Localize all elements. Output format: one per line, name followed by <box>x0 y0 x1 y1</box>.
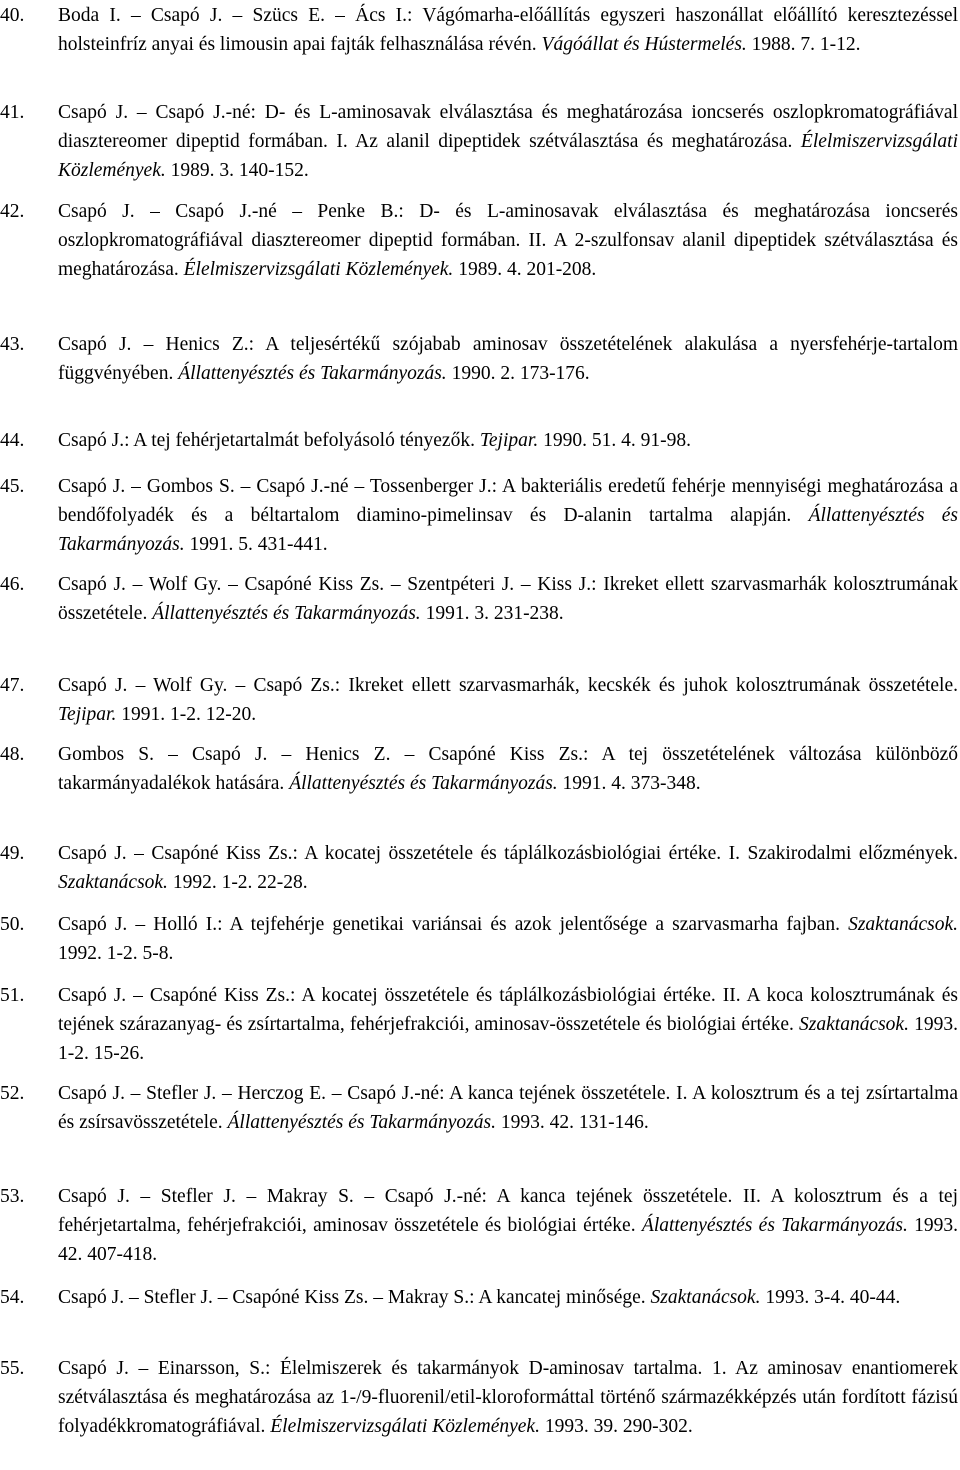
reference-title: : Ikreket ellett szarvasmarhák, kecskék és juhok kolosztrumának összetétele. <box>334 675 958 696</box>
reference-entry <box>0 426 958 455</box>
reference-entry <box>0 981 958 1068</box>
reference-authors: Csapó J. – Csapó J.-né <box>58 102 251 123</box>
reference-entry <box>0 570 958 628</box>
reference-authors: Csapó J. – Stefler J. – Makray S. – Csapó J.-né <box>58 1186 482 1207</box>
reference-authors: Csapó J. – Stefler J. – Herczog E. – Csapó J.-né <box>58 1083 440 1104</box>
reference-authors: Csapó J. – Csapó J.-né – Penke B. <box>58 201 399 222</box>
reference-number: 42. <box>0 201 25 222</box>
reference-authors: Csapó J. – Wolf Gy. – Csapó Zs. <box>58 675 335 696</box>
reference-entry <box>0 671 958 729</box>
reference-entry <box>0 1354 958 1441</box>
reference-number: 43. <box>0 334 25 355</box>
reference-journal: Szaktanácsok. <box>650 1287 761 1308</box>
reference-number: 40. <box>0 5 25 26</box>
reference-title: : D- és L-aminosavak elválasztása és meghatározása ioncserés oszlopkromatográfiával diasztereomer dipeptid formában. I. Az alanil dipeptidek szétválasztása és meghatározása. <box>58 102 958 152</box>
reference-number: 51. <box>0 985 25 1006</box>
reference-number: 45. <box>0 476 25 497</box>
reference-title: : A kancatej minősége. <box>469 1287 651 1308</box>
reference-title: : A kocatej összetétele és táplálkozásbiológiai értéke. II. A koca kolosztrumának és tejének szárazanyag- és zsírtartalma, fehérjefrakciói, aminosav-összetétele és biológiai értéke. <box>58 985 958 1035</box>
reference-details: 1991. 4. 373-348. <box>557 773 701 794</box>
reference-authors: Csapó J. – Gombos S. – Csapó J.-né – Tossenberger J. <box>58 476 492 497</box>
reference-details: 1993. 42. 131-146. <box>495 1112 649 1133</box>
reference-journal: Szaktanácsok. <box>848 914 959 935</box>
reference-journal: Szaktanácsok. <box>799 1014 909 1035</box>
reference-title: : A tej fehérjetartalmát befolyásoló tényezők. <box>124 430 480 451</box>
reference-entry <box>0 1 958 59</box>
reference-title: : Élelmiszerek és takarmányok D-aminosav tartalma. 1. Az aminosav enantiomerek szétválasztása és meghatározása az 1-/9-fluorenil/etil-kloroformáttal történő származékképzés után fordított fázisú folyadékkromatográfiával. <box>58 1358 958 1437</box>
reference-title: : A teljesértékű szójabab aminosav összetételének alakulása a nyersfehérje-tartalom függvényében. <box>58 334 959 384</box>
reference-entry <box>0 910 958 968</box>
reference-title: : A kocatej összetétele és táplálkozásbiológiai értéke. I. Szakirodalmi előzmények. <box>292 843 958 864</box>
reference-details: 1989. 3. 140-152. <box>165 160 309 181</box>
reference-entry <box>0 1182 958 1269</box>
reference-details: 1991. 5. 431-441. <box>184 534 328 555</box>
reference-number: 48. <box>0 744 25 765</box>
reference-entry <box>0 472 958 559</box>
reference-title: : Ikreket ellett szarvasmarhák kolosztrumának összetétele. <box>58 574 958 624</box>
reference-title: : A bakteriális eredetű fehérje mennyiségi meghatározása a bendőfolyadék és a béltartalom diamino-pimelinsav és D-alanin tartalma alapján. <box>58 476 959 526</box>
reference-number: 49. <box>0 843 25 864</box>
reference-journal: Élelmiszervizsgálati Közlemények. <box>183 259 454 280</box>
reference-journal: Állattenyésztés és Takarmányozás. <box>58 505 958 555</box>
reference-number: 41. <box>0 102 25 123</box>
reference-authors: Csapó J. <box>58 430 125 451</box>
reference-title: : A kanca tejének összetétele. II. A kolosztrum és a tej fehérjetartalma, fehérjefrakciói, aminosav összetétele és biológiai értéke. <box>58 1186 958 1236</box>
reference-journal: Tejipar. <box>58 704 117 725</box>
reference-journal: Vágóállat és Hústermelés. <box>541 34 747 55</box>
reference-details: 1991. 1-2. 12-20. <box>116 704 257 725</box>
reference-entry <box>0 1283 958 1312</box>
reference-authors: Csapó J. – Wolf Gy. – Csapóné Kiss Zs. – Szentpéteri J. – Kiss J. <box>58 574 592 595</box>
reference-journal: Tejipar. <box>479 430 539 451</box>
reference-details: 1991. 3. 231-238. <box>420 603 564 624</box>
reference-entry <box>0 330 958 388</box>
reference-journal: Szaktanácsok. <box>58 872 168 893</box>
reference-title: : A tej összetételének változása különböző takarmányadalékok hatására. <box>58 744 958 794</box>
reference-journal: Állattenyésztés és Takarmányozás. <box>227 1112 496 1133</box>
reference-number: 53. <box>0 1186 25 1207</box>
reference-details: 1990. 2. 173-176. <box>446 363 590 384</box>
reference-details: 1989. 4. 201-208. <box>453 259 597 280</box>
reference-number: 52. <box>0 1083 25 1104</box>
reference-details: 1992. 1-2. 22-28. <box>167 872 308 893</box>
reference-authors: Csapó J. – Csapóné Kiss Zs. <box>58 843 293 864</box>
reference-entry <box>0 98 958 185</box>
reference-details: 1993. 3-4. 40-44. <box>760 1287 901 1308</box>
reference-title: : Vágómarha-előállítás egyszeri haszonállat előállító keresztezéssel holsteinfríz anyai és limousin apai fajták felhasználása révén. <box>58 5 958 55</box>
reference-entry <box>0 740 958 798</box>
reference-authors: Csapó J. – Henics Z. <box>58 334 249 355</box>
reference-journal: Élelmiszervizsgálati Közlemények. <box>270 1416 540 1437</box>
reference-details: 1993. 42. 407-418. <box>58 1215 959 1265</box>
reference-entry <box>0 1079 958 1137</box>
reference-journal: Állattenyésztés és Takarmányozás. <box>178 363 447 384</box>
reference-authors: Gombos S. – Csapó J. – Henics Z. – Csapóné Kiss Zs. <box>58 744 583 765</box>
reference-authors: Csapó J. – Csapóné Kiss Zs. <box>58 985 291 1006</box>
reference-title: : A tejfehérje genetikai variánsai és azok jelentősége a szarvasmarha fajban. <box>217 914 849 935</box>
reference-journal: Állattenyésztés és Takarmányozás. <box>289 773 558 794</box>
reference-authors: Csapó J. – Holló I. <box>58 914 218 935</box>
reference-entry <box>0 839 958 897</box>
reference-number: 50. <box>0 914 25 935</box>
reference-title: : A kanca tejének összetétele. I. A kolosztrum és a tej zsírtartalma és zsírsavösszetétele. <box>58 1083 958 1133</box>
reference-details: 1992. 1-2. 5-8. <box>58 943 174 964</box>
reference-authors: Csapó J. – Einarsson, S. <box>58 1358 265 1379</box>
reference-details: 1988. 7. 1-12. <box>746 34 861 55</box>
reference-number: 46. <box>0 574 25 595</box>
reference-number: 55. <box>0 1358 25 1379</box>
reference-details: 1990. 51. 4. 91-98. <box>538 430 691 451</box>
reference-journal: Álattenyésztés és Takarmányozás. <box>641 1215 908 1236</box>
reference-authors: Csapó J. – Stefler J. – Csapóné Kiss Zs. – Makray S. <box>58 1287 470 1308</box>
reference-details: 1993. 39. 290-302. <box>539 1416 693 1437</box>
reference-number: 54. <box>0 1287 25 1308</box>
reference-journal: Állattenyésztés és Takarmányozás. <box>152 603 421 624</box>
reference-journal: Élelmiszervizsgálati Közlemények. <box>58 131 958 181</box>
reference-number: 47. <box>0 675 25 696</box>
reference-number: 44. <box>0 430 25 451</box>
reference-authors: Boda I. – Csapó J. – Szücs E. – Ács I. <box>58 5 408 26</box>
reference-entry <box>0 197 958 284</box>
reference-title: : D- és L-aminosavak elválasztása és meghatározása ioncserés oszlopkromatográfiával diasztereomer dipeptid formában. II. A 2-szulfonsav alanil dipeptidek szétválasztása és meghatározása. <box>58 201 958 280</box>
reference-details: 1993. 1-2. 15-26. <box>58 1014 959 1064</box>
